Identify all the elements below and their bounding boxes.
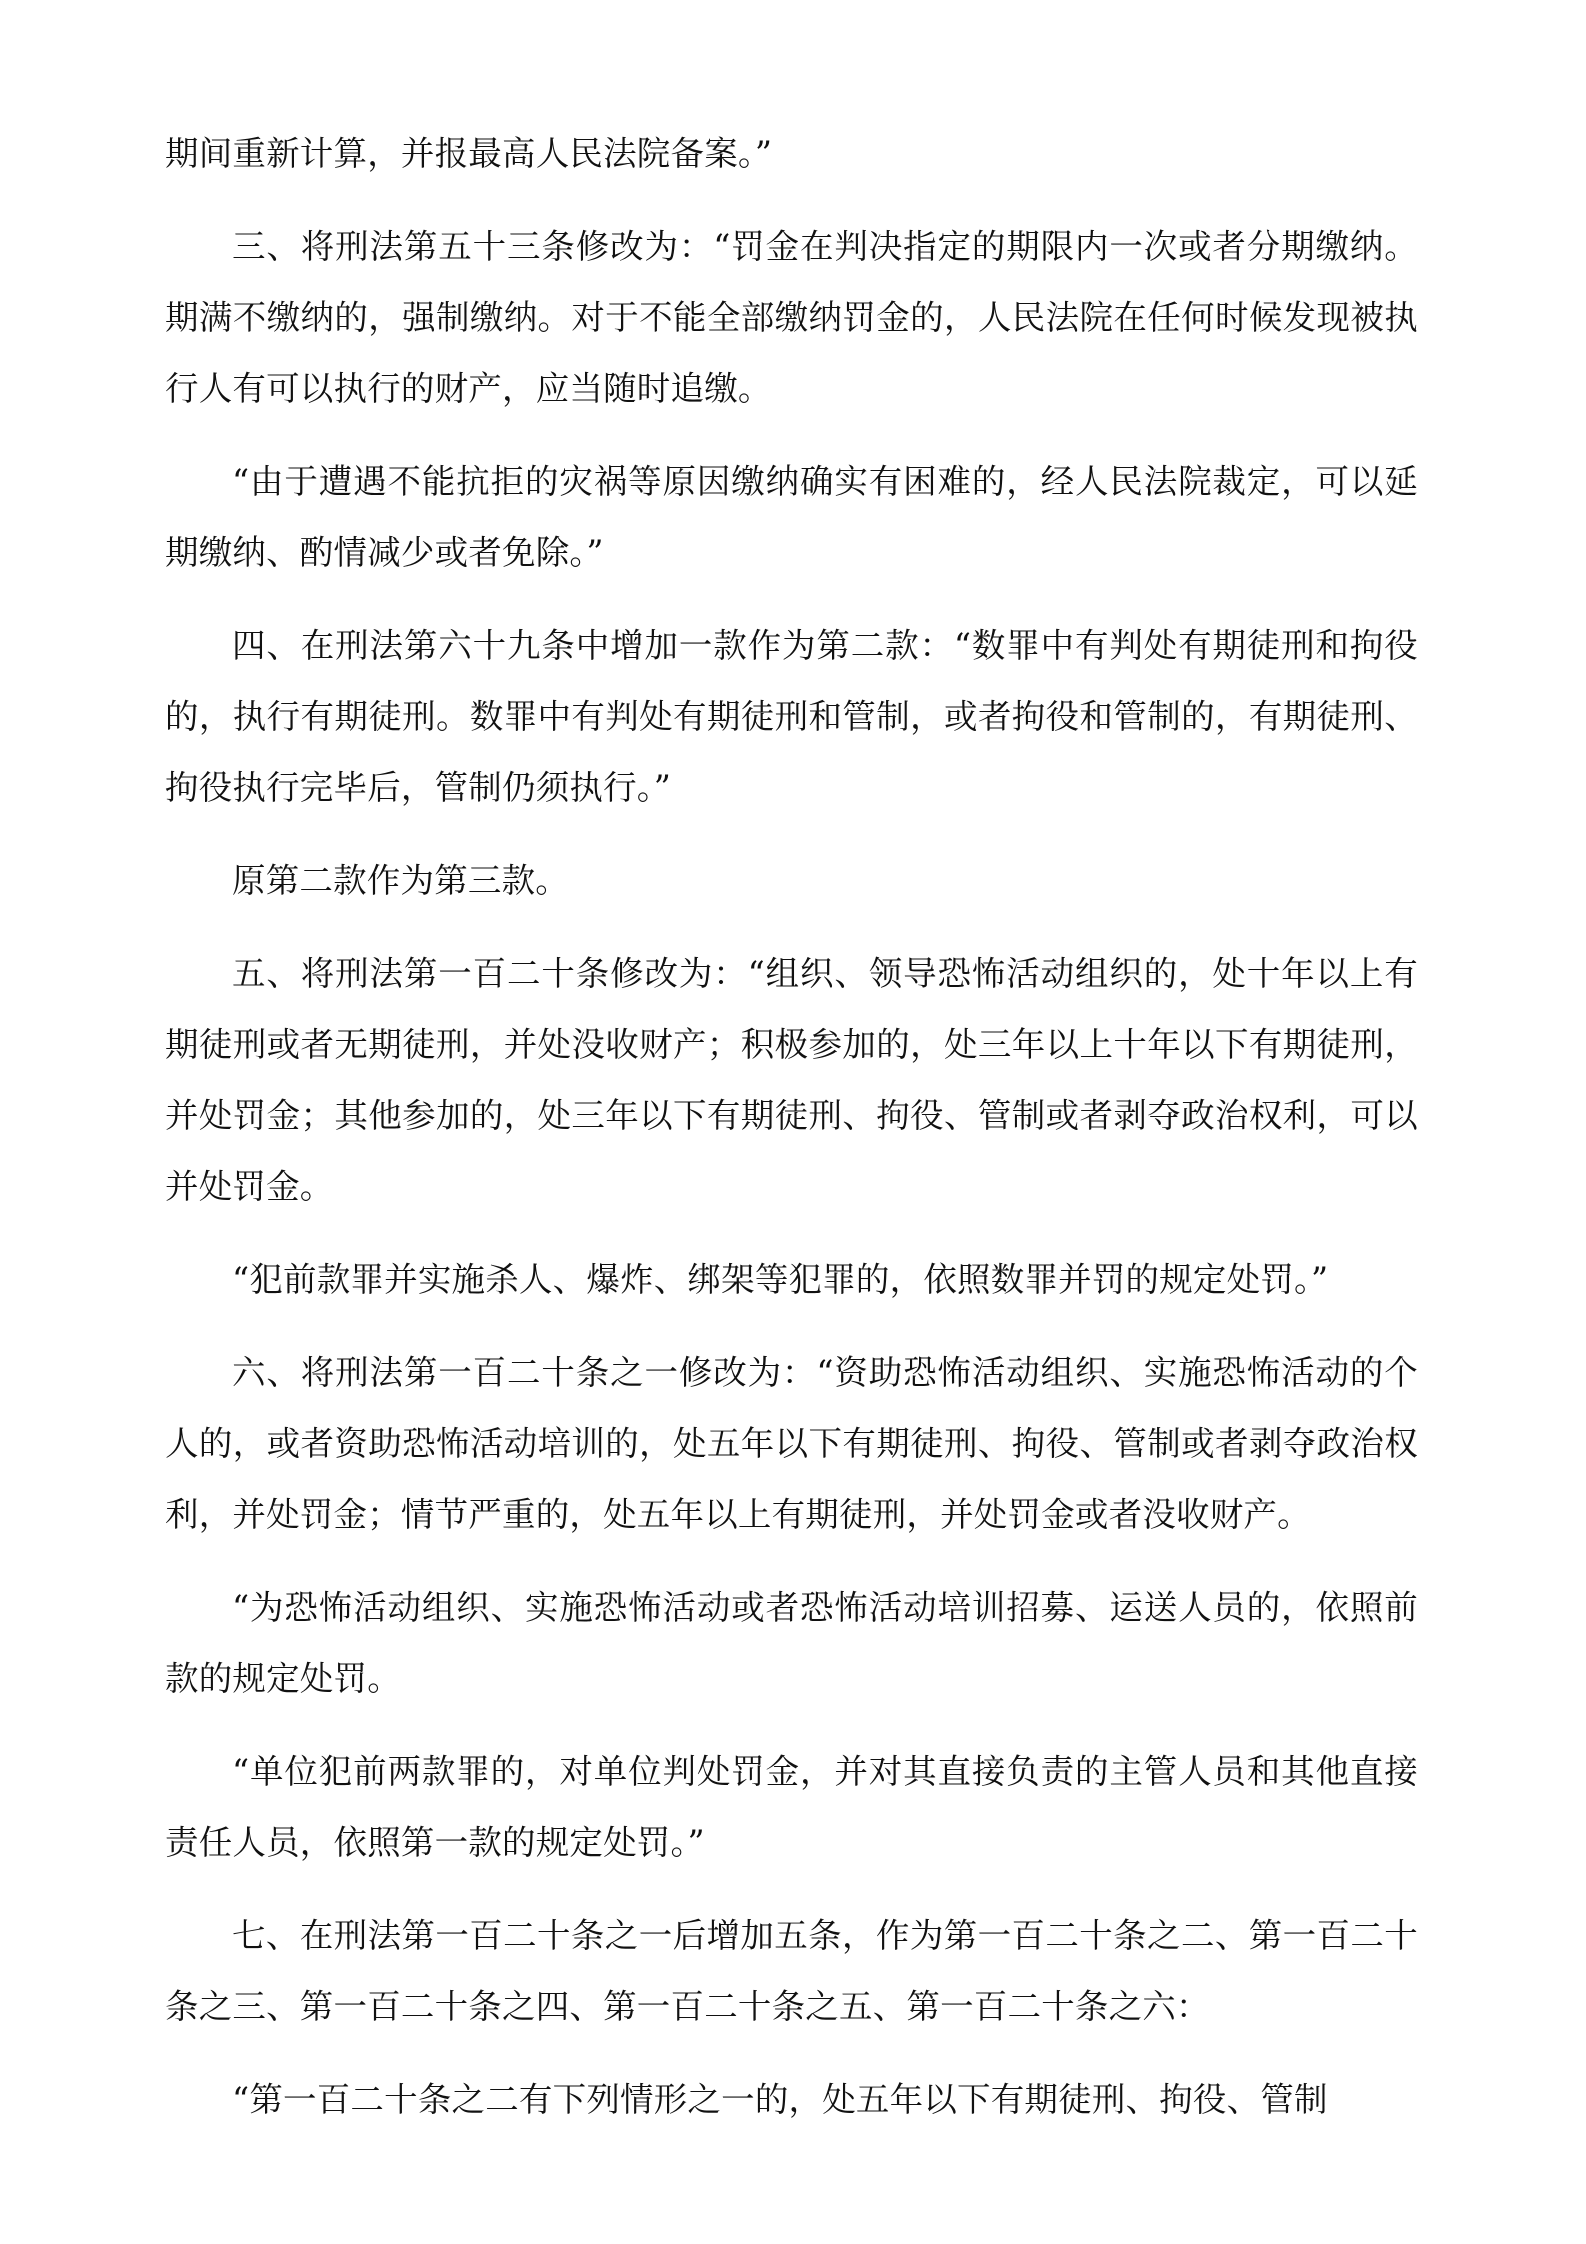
paragraph-article-3: 三、将刑法第五十三条修改为：“罚金在判决指定的期限内一次或者分期缴纳。期满不缴纳的，强制缴纳。对于不能全部缴纳罚金的，人民法院在任何时候发现被执行人有可以执行的财产，应当随时追缴。	[165, 227, 1418, 408]
paragraph-article-4-note: 原第二款作为第三款。	[232, 861, 569, 900]
paragraph-article-3-quote: “由于遭遇不能抗拒的灾祸等原因缴纳确实有困难的，经人民法院裁定，可以延期缴纳、酌情减少或者免除。”	[165, 462, 1418, 572]
document-body	[165, 118, 1418, 2135]
paragraph-article-5: 五、将刑法第一百二十条修改为：“组织、领导恐怖活动组织的，处十年以上有期徒刑或者无期徒刑，并处没收财产；积极参加的，处三年以上十年以下有期徒刑，并处罚金；其他参加的，处三年以下有期徒刑、拘役、管制或者剥夺政治权利，可以并处罚金。	[165, 954, 1418, 1206]
paragraph-article-6-quote-2: “单位犯前两款罪的，对单位判处罚金，并对其直接负责的主管人员和其他直接责任人员，依照第一款的规定处罚。”	[165, 1752, 1418, 1862]
paragraph-article-6: 六、将刑法第一百二十条之一修改为：“资助恐怖活动组织、实施恐怖活动的个人的，或者资助恐怖活动培训的，处五年以下有期徒刑、拘役、管制或者剥夺政治权利，并处罚金；情节严重的，处五年以上有期徒刑，并处罚金或者没收财产。	[165, 1353, 1418, 1534]
paragraph-article-6-quote-1: “为恐怖活动组织、实施恐怖活动或者恐怖活动培训招募、运送人员的，依照前款的规定处罚。	[165, 1588, 1418, 1698]
paragraph-article-5-quote: “犯前款罪并实施杀人、爆炸、绑架等犯罪的，依照数罪并罚的规定处罚。”	[232, 1260, 1329, 1299]
paragraph-article-4: 四、在刑法第六十九条中增加一款作为第二款：“数罪中有判处有期徒刑和拘役的，执行有期徒刑。数罪中有判处有期徒刑和管制，或者拘役和管制的，有期徒刑、拘役执行完毕后，管制仍须执行。”	[165, 626, 1418, 807]
paragraph-article-7-quote: “第一百二十条之二有下列情形之一的，处五年以下有期徒刑、拘役、管制	[232, 2080, 1328, 2119]
paragraph-article-7: 七、在刑法第一百二十条之一后增加五条，作为第一百二十条之二、第一百二十条之三、第一百二十条之四、第一百二十条之五、第一百二十条之六：	[165, 1916, 1418, 2026]
paragraph-continuation: 期间重新计算，并报最高人民法院备案。”	[165, 134, 773, 173]
